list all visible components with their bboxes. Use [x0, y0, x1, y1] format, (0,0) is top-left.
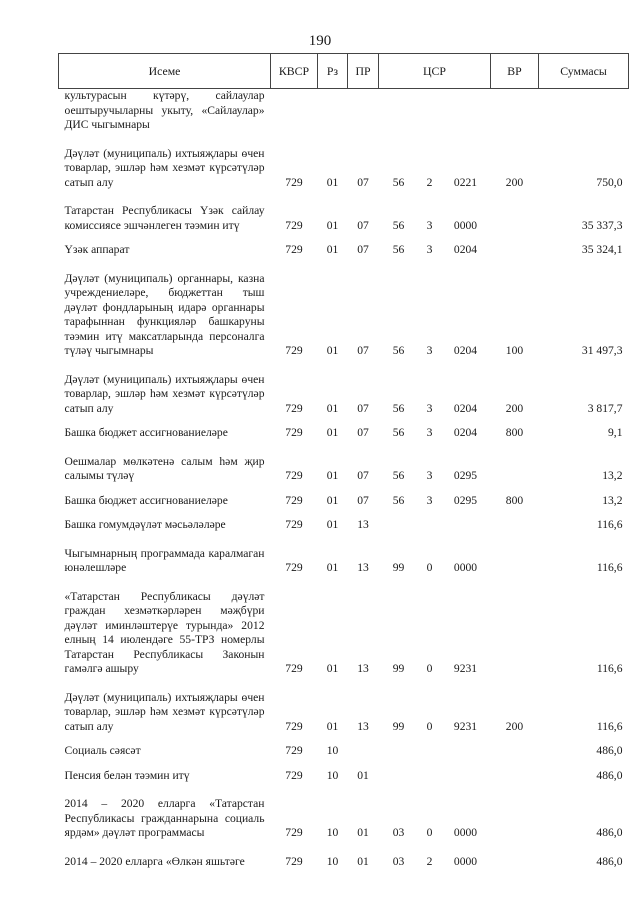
row-sum: 486,0 — [596, 826, 623, 839]
row-sum: 486,0 — [596, 744, 623, 757]
table-row — [59, 683, 629, 741]
row-vr: 100 — [505, 344, 524, 357]
header-csr: ЦСР — [379, 54, 491, 89]
row-vr — [491, 539, 539, 582]
row-sum: 116,6 — [596, 719, 623, 733]
row-csr-program: 56 — [392, 218, 405, 232]
row-rz: 01 — [326, 175, 339, 189]
row-csr-program: 56 — [392, 243, 405, 256]
row-csr-program: 56 — [392, 426, 405, 439]
row-kvsr: 729 — [285, 662, 303, 675]
table-row — [59, 847, 629, 876]
table-row — [59, 239, 629, 264]
row-vr: 200 — [505, 401, 524, 415]
row-csr-subprogram: 3 — [426, 493, 433, 507]
row-vr: 200 — [505, 175, 524, 189]
row-pr: 07 — [357, 426, 369, 439]
row-vr — [491, 582, 539, 683]
table-row — [59, 582, 629, 683]
table-row — [59, 89, 629, 139]
table-row — [59, 365, 629, 423]
row-csr-subprogram: 2 — [426, 854, 433, 868]
row-name: Социаль сәясәт — [64, 744, 141, 757]
row-name: Дәүләт (муниципаль) ихтыяҗлары өчен товарлар, эшләр һәм хезмәт күрсәтүләр сатып алу — [64, 146, 265, 189]
row-sum: 750,0 — [596, 175, 623, 189]
row-sum: 35 324,1 — [581, 243, 623, 256]
row-vr — [491, 196, 539, 239]
row-csr-subprogram: 3 — [426, 218, 433, 232]
row-rz: 01 — [326, 662, 339, 675]
row-name: Дәүләт (муниципаль) органнары, казна учреждениеләре, бюджеттан тыш дәүләт фондларының идарә органнары тарафыннан функцияләр башкаруны тәэмин итү максатларында персоналга түләү чыгымнары — [64, 271, 265, 357]
table-row — [59, 789, 629, 847]
row-name: 2014 – 2020 елларга «Өлкән яшьтәге — [64, 854, 245, 868]
row-kvsr: 729 — [285, 344, 303, 357]
row-kvsr: 729 — [285, 401, 303, 415]
header-name: Исеме — [59, 54, 271, 89]
table-row — [59, 447, 629, 490]
header-kvsr: КВСР — [271, 54, 318, 89]
table-row — [59, 765, 629, 790]
row-name: «Татарстан Республикасы дәүләт граждан хезмәткәрләрен мәҗбүри дәүләт иминләштерүе турында» 2012 елның 14 июлендәге 55-ТРЗ номерлы Татарстан Республикасы Законын гамәлгә ашыру — [64, 589, 265, 675]
row-csr-program — [379, 765, 419, 790]
row-csr-program: 56 — [392, 175, 405, 189]
row-rz: 01 — [326, 401, 339, 415]
row-vr — [491, 847, 539, 876]
row-name: Татарстан Республикасы Үзәк сайлау комиссиясе эшчәнлеген тәэмин итү — [64, 204, 265, 232]
row-pr: 13 — [357, 518, 369, 531]
row-csr-direction — [441, 765, 491, 790]
row-rz: 01 — [326, 344, 339, 357]
row-csr-direction: 0000 — [453, 854, 478, 868]
row-kvsr: 729 — [285, 744, 303, 757]
row-pr: 01 — [357, 826, 369, 839]
row-csr-program — [379, 740, 419, 765]
header-rz: Рз — [318, 54, 348, 89]
row-csr-subprogram: 0 — [426, 662, 433, 675]
row-csr-subprogram — [419, 514, 441, 539]
row-name: 2014 – 2020 елларга «Татарстан Республикасы гражданнарына социаль ярдәм» дәүләт программасы — [64, 797, 265, 839]
table-row — [59, 139, 629, 197]
row-pr: 07 — [357, 469, 369, 482]
row-sum: 3 817,7 — [587, 401, 623, 415]
row-name: Үзәк аппарат — [64, 243, 130, 256]
row-sum: 486,0 — [596, 854, 623, 868]
row-vr: 800 — [505, 426, 524, 439]
row-csr-direction: 9231 — [453, 719, 478, 733]
row-csr-subprogram: 3 — [426, 469, 433, 482]
row-rz: 01 — [326, 719, 339, 733]
row-kvsr — [271, 89, 318, 139]
row-csr-program: 99 — [392, 662, 405, 675]
row-pr: 13 — [357, 561, 369, 574]
row-pr: 07 — [357, 344, 369, 357]
table-row — [59, 264, 629, 365]
row-csr-subprogram: 3 — [426, 344, 433, 357]
row-sum — [539, 89, 629, 139]
row-csr-direction: 0295 — [453, 469, 478, 482]
row-rz: 01 — [326, 243, 339, 256]
row-csr-subprogram: 3 — [426, 243, 433, 256]
row-csr-subprogram: 0 — [426, 826, 433, 839]
row-csr-direction: 0204 — [453, 426, 478, 439]
row-csr-subprogram: 2 — [426, 175, 433, 189]
row-kvsr: 729 — [285, 493, 303, 507]
row-csr-subprogram: 3 — [426, 401, 433, 415]
header-vr: ВР — [491, 54, 539, 89]
row-csr-program — [379, 89, 419, 139]
row-vr — [491, 447, 539, 490]
row-sum: 486,0 — [596, 768, 623, 782]
row-vr — [491, 765, 539, 790]
row-csr-direction: 0000 — [453, 826, 478, 839]
row-pr: 13 — [357, 662, 369, 675]
row-kvsr: 729 — [285, 768, 303, 782]
row-csr-subprogram: 0 — [426, 561, 433, 574]
row-csr-program: 99 — [392, 561, 405, 574]
table-body — [59, 89, 629, 876]
row-kvsr: 729 — [285, 518, 303, 531]
row-csr-direction — [441, 740, 491, 765]
row-csr-direction — [441, 514, 491, 539]
page-number: 190 — [308, 33, 332, 49]
row-pr: 01 — [357, 768, 369, 782]
row-csr-subprogram — [419, 765, 441, 790]
row-sum: 13,2 — [602, 493, 623, 507]
row-sum: 35 337,3 — [581, 218, 623, 232]
row-sum: 31 497,3 — [581, 344, 623, 357]
row-csr-direction — [441, 89, 491, 139]
row-rz: 01 — [326, 518, 339, 531]
row-pr: 07 — [357, 243, 369, 256]
row-name: Дәүләт (муниципаль) ихтыяҗлары өчен товарлар, эшләр һәм хезмәт күрсәтүләр сатып алу — [64, 690, 265, 733]
row-pr: 07 — [357, 175, 369, 189]
row-vr — [491, 514, 539, 539]
row-vr: 200 — [505, 719, 524, 733]
row-name: Башка бюджет ассигнованиеләре — [64, 426, 228, 439]
header-pr: ПР — [348, 54, 379, 89]
row-name: Пенсия белән тәэмин итү — [64, 768, 190, 782]
row-pr: 13 — [357, 719, 369, 733]
row-sum: 9,1 — [608, 426, 623, 439]
row-csr-direction: 0204 — [453, 401, 478, 415]
row-sum: 116,6 — [596, 561, 623, 574]
row-csr-direction: 0204 — [453, 344, 478, 357]
row-sum: 13,2 — [602, 469, 623, 482]
row-csr-subprogram — [419, 89, 441, 139]
row-rz: 01 — [326, 561, 339, 574]
row-kvsr: 729 — [285, 719, 303, 733]
row-csr-direction: 0204 — [453, 243, 478, 256]
row-pr: 07 — [357, 218, 369, 232]
row-csr-direction: 0221 — [453, 175, 478, 189]
table-row — [59, 422, 629, 447]
row-rz: 10 — [326, 744, 339, 757]
row-rz: 10 — [326, 826, 339, 839]
row-rz: 10 — [326, 768, 339, 782]
header-sum: Суммасы — [539, 54, 629, 89]
row-csr-program: 56 — [392, 493, 405, 507]
row-kvsr: 729 — [285, 243, 303, 256]
row-csr-direction: 9231 — [453, 662, 478, 675]
row-kvsr: 729 — [285, 561, 303, 574]
row-rz: 10 — [326, 854, 339, 868]
row-rz: 01 — [326, 218, 339, 232]
row-name: Оешмалар мөлкәтенә салым һәм җир салымы түләү — [64, 454, 265, 482]
row-csr-program: 56 — [392, 344, 405, 357]
row-pr — [348, 740, 379, 765]
table-row — [59, 539, 629, 582]
row-name: Чыгымнарның программада каралмаган юнәлешләре — [64, 546, 265, 574]
row-kvsr: 729 — [285, 826, 303, 839]
row-csr-direction: 0000 — [453, 561, 478, 574]
row-csr-program: 56 — [392, 401, 405, 415]
table-row — [59, 490, 629, 515]
row-rz: 01 — [326, 493, 339, 507]
row-name: Башка бюджет ассигнованиеләре — [64, 493, 228, 507]
row-vr — [491, 89, 539, 139]
row-sum: 116,6 — [596, 662, 623, 675]
table-row — [59, 196, 629, 239]
row-csr-program: 03 — [392, 854, 405, 868]
row-csr-program — [379, 514, 419, 539]
row-kvsr: 729 — [285, 175, 303, 189]
table-row — [59, 514, 629, 539]
row-name: культурасын күтәрү, сайлаулар оештыручыларны укыту, «Сайлаулар» ДИС чыгымнары — [64, 89, 265, 131]
row-pr: 01 — [357, 854, 369, 868]
row-sum: 116,6 — [596, 518, 623, 531]
row-pr — [348, 89, 379, 139]
row-csr-direction: 0000 — [453, 218, 478, 232]
row-pr: 07 — [357, 493, 369, 507]
row-kvsr: 729 — [285, 426, 303, 439]
row-vr — [491, 789, 539, 847]
row-csr-subprogram — [419, 740, 441, 765]
table-row — [59, 740, 629, 765]
row-rz — [318, 89, 348, 139]
budget-table — [58, 53, 629, 875]
row-vr — [491, 239, 539, 264]
row-csr-program: 03 — [392, 826, 405, 839]
row-name: Башка гомумдәүләт мәсьәләләре — [64, 518, 226, 531]
header-row — [59, 54, 629, 89]
row-kvsr: 729 — [285, 854, 303, 868]
row-vr: 800 — [505, 493, 524, 507]
row-csr-subprogram: 3 — [426, 426, 433, 439]
row-rz: 01 — [326, 426, 339, 439]
row-csr-program: 56 — [392, 469, 405, 482]
row-pr: 07 — [357, 401, 369, 415]
row-csr-program: 99 — [392, 719, 405, 733]
row-vr — [491, 740, 539, 765]
row-kvsr: 729 — [285, 469, 303, 482]
row-name: Дәүләт (муниципаль) ихтыяҗлары өчен товарлар, эшләр һәм хезмәт күрсәтүләр сатып алу — [64, 372, 265, 415]
row-csr-subprogram: 0 — [426, 719, 433, 733]
row-kvsr: 729 — [285, 218, 303, 232]
row-csr-direction: 0295 — [453, 493, 478, 507]
row-rz: 01 — [326, 469, 339, 482]
